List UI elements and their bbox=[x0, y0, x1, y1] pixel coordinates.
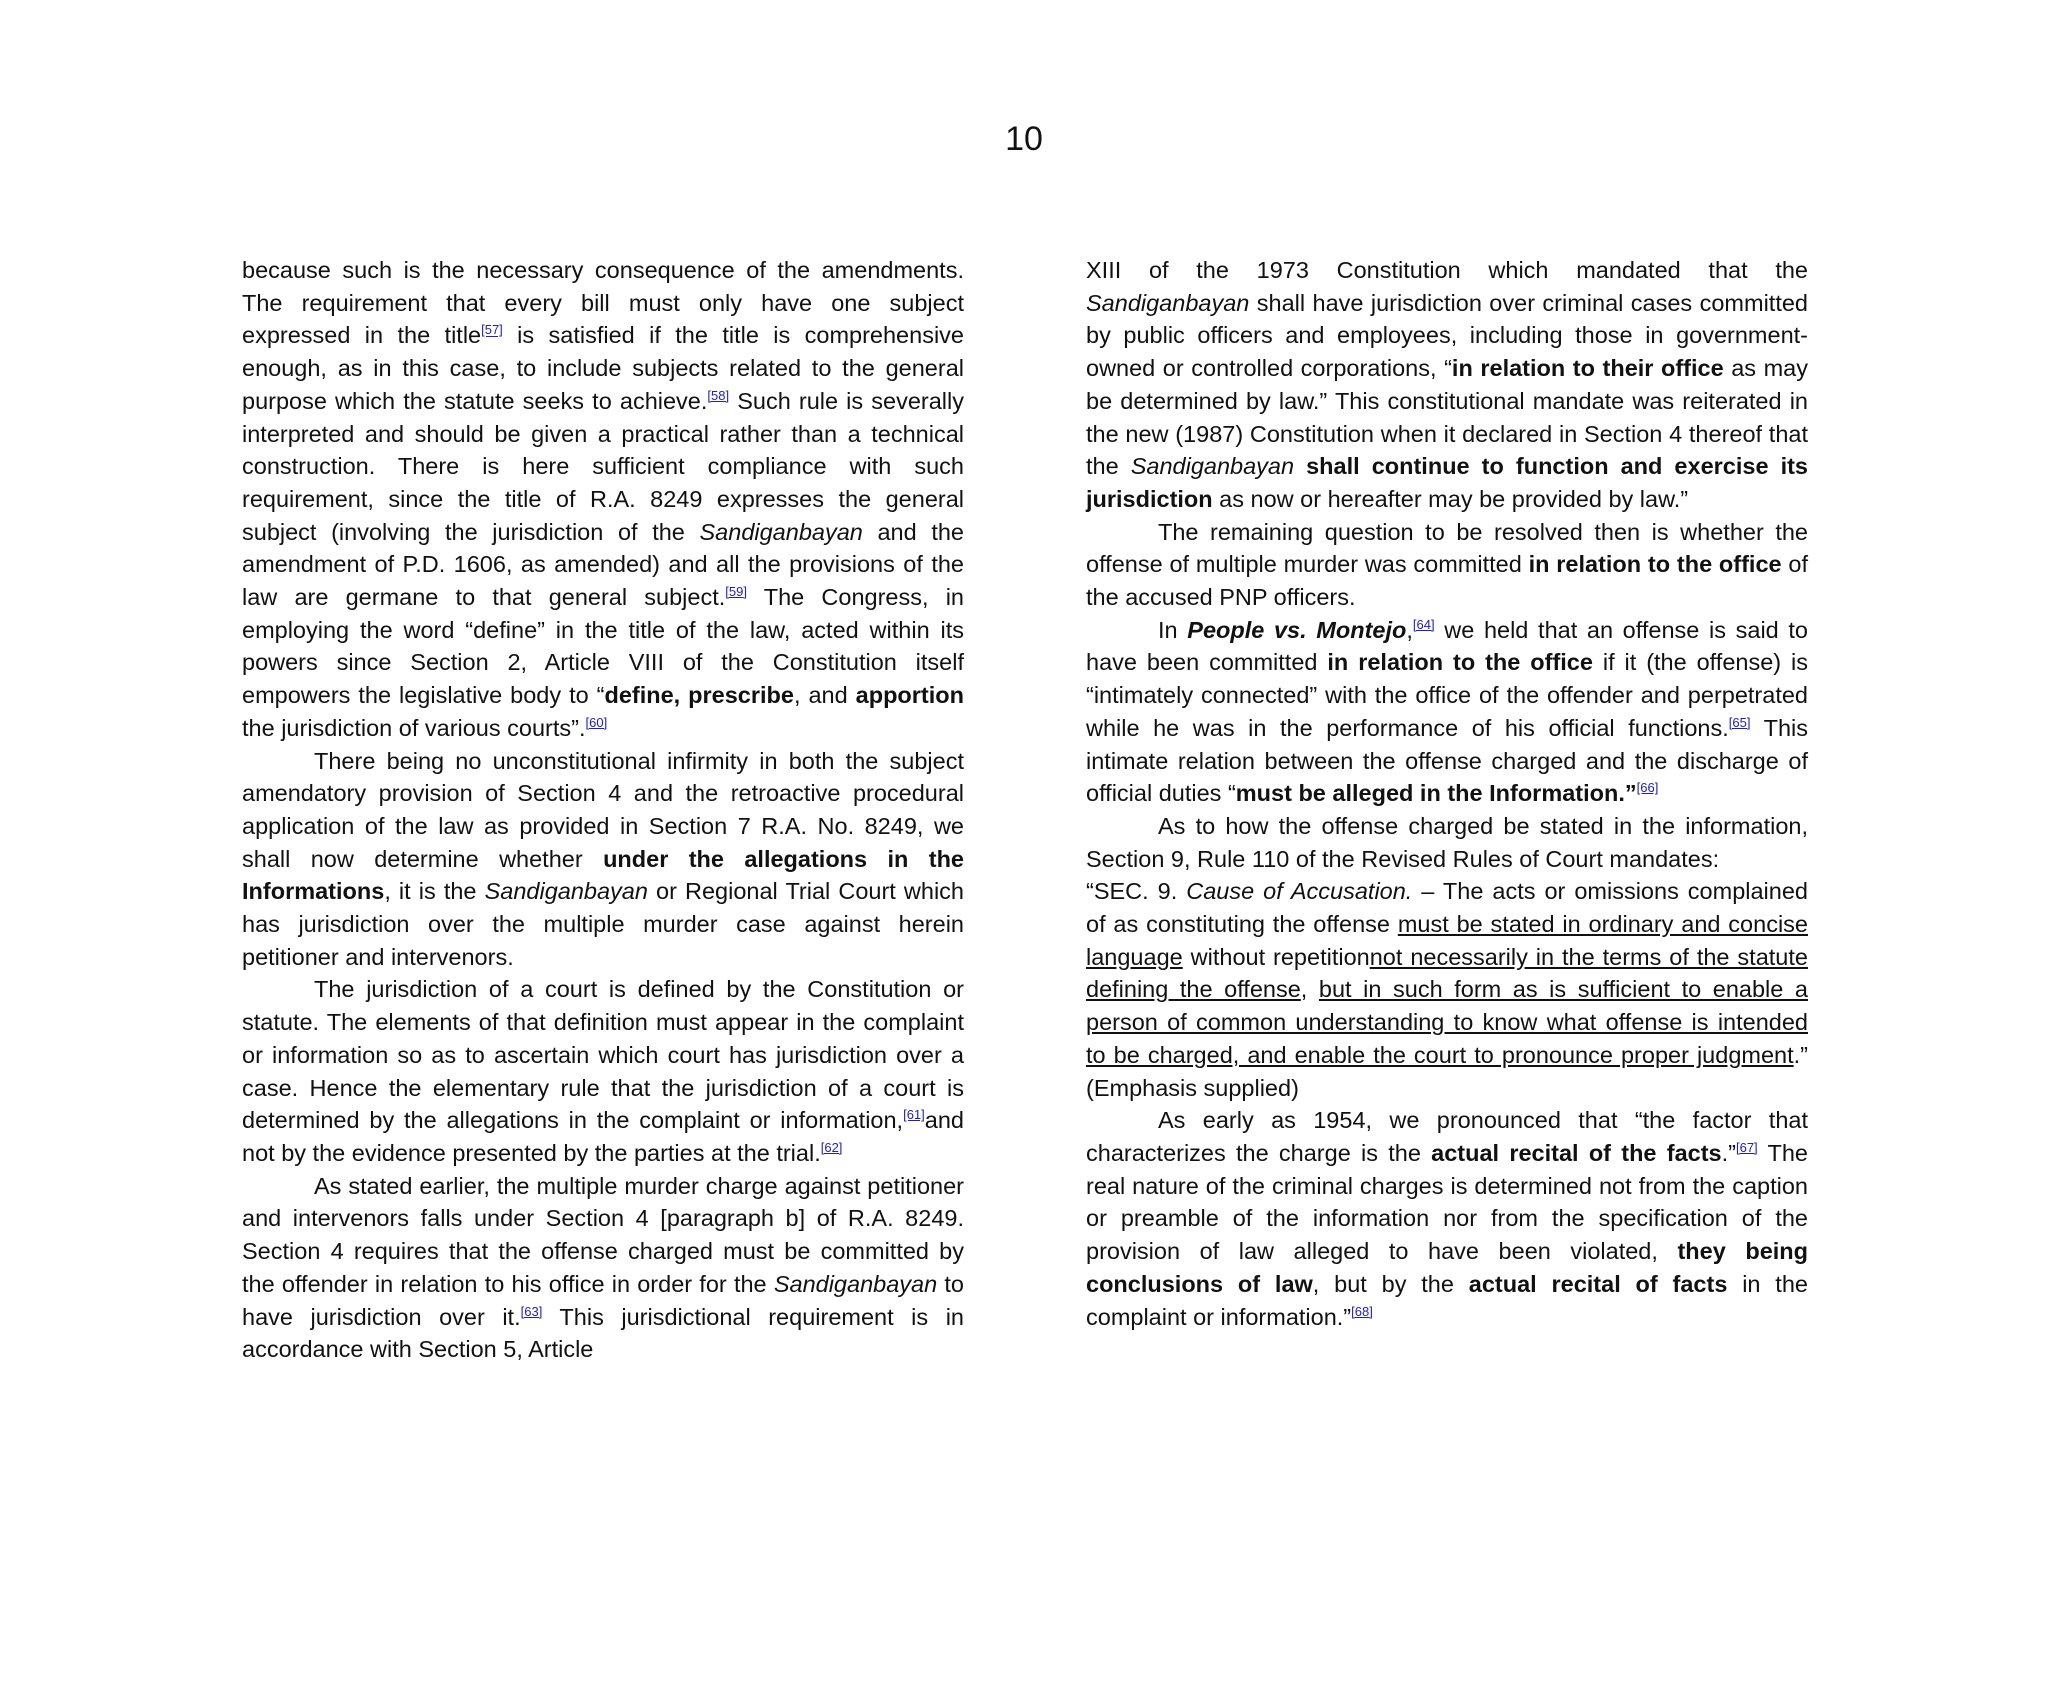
text: The Congress, in employing the word “define” in the title of the law, acted within its powers since Section 2, Article VIII of the Constitution itself empowers the legislative body to “ bbox=[242, 584, 964, 709]
text: of the accused PNP officers. bbox=[1086, 551, 1808, 611]
underlined-text: but in such form as is sufficient to enable a person of common understanding to know what offense is intended to be charged, and enable the court to pronounce proper judgment bbox=[1086, 976, 1808, 1068]
bold-text: apportion bbox=[855, 682, 964, 709]
footnote-link[interactable]: [58] bbox=[707, 387, 730, 403]
italic-text: Sandiganbayan bbox=[1130, 453, 1295, 480]
bold-text: under the allegations in the Informations bbox=[242, 845, 964, 905]
bold-text: actual recital of the facts bbox=[1431, 1139, 1722, 1166]
italic-text: Sandiganbayan bbox=[1086, 289, 1250, 316]
bold-text: in relation to their office bbox=[1451, 355, 1724, 382]
paragraph bbox=[1086, 254, 1808, 516]
italic-text: Sandiganbayan bbox=[484, 878, 648, 905]
bold-text: actual recital of facts bbox=[1468, 1270, 1728, 1297]
footnote-link[interactable]: [65] bbox=[1728, 715, 1751, 731]
text: , but by the bbox=[1312, 1270, 1469, 1297]
text: The jurisdiction of a court is defined by the Constitution or statute. The elements of that definition must appear in the complaint or information so as to ascertain which court has jurisdiction over a case. Hence the elementary rule that the jurisdiction of a court is determined by the allegations in the complaint or information, bbox=[242, 976, 964, 1134]
page-number: 10 bbox=[1005, 120, 1043, 158]
text: As stated earlier, the multiple murder charge against petitioner and intervenors falls under Section 4 [paragraph b] of R.A. 8249. Section 4 requires that the offense charged must be committed by the offender in relation to his office in order for the bbox=[242, 1172, 964, 1297]
bold-text: must be alleged in the Information.” bbox=[1235, 780, 1637, 807]
paragraph bbox=[242, 254, 964, 745]
paragraph bbox=[1086, 614, 1808, 810]
text: In bbox=[1158, 616, 1188, 643]
text: is satisfied if the title is comprehensive enough, as in this case, to include subjects related to the general purpose which the statute seeks to achieve. bbox=[242, 322, 964, 414]
case-name: People vs. Montejo bbox=[1187, 616, 1407, 643]
text: , it is the bbox=[384, 878, 485, 905]
text: to have jurisdiction over it. bbox=[242, 1270, 964, 1330]
text: “SEC. 9. bbox=[1086, 878, 1187, 905]
text: This jurisdictional requirement is in accordance with Section 5, Article bbox=[242, 1303, 964, 1363]
text: in the complaint or information.” bbox=[1086, 1270, 1808, 1330]
footnote-link[interactable]: [63] bbox=[520, 1303, 543, 1319]
footnote-link[interactable]: [60] bbox=[585, 715, 608, 731]
text: if it (the offense) is “intimately connected” with the office of the offender and perpetrated while he was in the performance of his official functions. bbox=[1086, 649, 1808, 741]
left-column bbox=[242, 254, 964, 1366]
text: as now or hereafter may be provided by law.” bbox=[1212, 485, 1689, 512]
quoted-rule bbox=[1086, 875, 1808, 1104]
footnote-link[interactable]: [64] bbox=[1412, 616, 1435, 632]
italic-text: Cause of Accusation. bbox=[1186, 878, 1413, 905]
text: As to how the offense charged be stated in the information, Section 9, Rule 110 of the Revised Rules of Court mandates: bbox=[1086, 812, 1808, 872]
text: we held that an offense is said to have been committed bbox=[1086, 616, 1808, 676]
footnote-link[interactable]: [61] bbox=[903, 1107, 925, 1123]
footnote-link[interactable]: [59] bbox=[725, 584, 747, 600]
bold-text: in relation to the office bbox=[1528, 551, 1782, 578]
bold-text: shall continue to function and exercise its jurisdiction bbox=[1086, 453, 1808, 512]
text: shall have jurisdiction over criminal cases committed by public officers and employees, including those in government-owned or controlled corporations, “ bbox=[1086, 289, 1808, 382]
footnote-link[interactable]: [66] bbox=[1636, 780, 1659, 796]
bold-text: define, prescribe bbox=[604, 682, 794, 709]
paragraph bbox=[1086, 810, 1808, 875]
text: , bbox=[1300, 976, 1319, 1003]
text: This intimate relation between the offense charged and the discharge of official duties “ bbox=[1086, 714, 1808, 807]
paragraph bbox=[242, 1170, 964, 1366]
text: As early as 1954, we pronounced that “the factor that characterizes the charge is the bbox=[1086, 1107, 1808, 1166]
text: as may be determined by law.” This constitutional mandate was reiterated in the new (1987) Constitution when it declared in Section 4 thereof that the bbox=[1086, 355, 1808, 480]
underlined-text: must be stated in ordinary and concise language bbox=[1086, 911, 1808, 970]
text: the jurisdiction of various courts”. bbox=[242, 714, 586, 741]
paragraph bbox=[1086, 516, 1808, 614]
italic-text: Sandiganbayan bbox=[699, 518, 863, 545]
text: , and bbox=[793, 682, 856, 709]
right-column bbox=[1086, 254, 1808, 1333]
text: The real nature of the criminal charges is determined not from the caption or preamble of the information nor from the specification of the provision of law alleged to have been violated, bbox=[1086, 1139, 1808, 1265]
text: and the amendment of P.D. 1606, as amended) and all the provisions of the law are germane to that general subject. bbox=[242, 518, 964, 611]
bold-text: in relation to the office bbox=[1327, 649, 1593, 676]
text bbox=[1294, 453, 1306, 479]
text: There being no unconstitutional infirmity in both the subject amendatory provision of Section 4 and the retroactive procedural application of the law as provided in Section 7 R.A. No. 8249, we shall now determine whether bbox=[242, 747, 964, 872]
text: , bbox=[1406, 616, 1413, 643]
footnote-link[interactable]: [68] bbox=[1351, 1303, 1373, 1319]
paragraph bbox=[1086, 1104, 1808, 1333]
paragraph bbox=[242, 745, 964, 974]
footnote-link[interactable]: [67] bbox=[1735, 1140, 1758, 1156]
underlined-text: not necessarily in the terms of the statute defining the offense bbox=[1086, 943, 1808, 1003]
text: because such is the necessary consequence of the amendments. The requirement that every bill must only have one subject expressed in the title bbox=[242, 257, 964, 349]
bold-text: they being conclusions of law bbox=[1086, 1238, 1809, 1297]
footnote-link[interactable]: [62] bbox=[820, 1140, 843, 1156]
text: XIII of the 1973 Constitution which mandated that the bbox=[1086, 257, 1808, 283]
text: – The acts or omissions complained of as constituting the offense bbox=[1086, 878, 1808, 938]
text: The remaining question to be resolved then is whether the offense of multiple murder was committed bbox=[1086, 518, 1808, 578]
text: .” (Emphasis supplied) bbox=[1086, 1041, 1808, 1101]
italic-text: Sandiganbayan bbox=[773, 1270, 938, 1297]
text: and not by the evidence presented by the parties at the trial. bbox=[242, 1107, 964, 1166]
footnote-link[interactable]: [57] bbox=[481, 322, 503, 338]
text: without repetition bbox=[1182, 943, 1370, 970]
text: .” bbox=[1721, 1139, 1736, 1166]
text: Such rule is severally interpreted and should be given a practical rather than a technical construction. There is here sufficient compliance with such requirement, since the title of R.A. 8249 expresses the general subject (involving the jurisdiction of the bbox=[242, 387, 964, 545]
paragraph bbox=[242, 973, 964, 1169]
text: or Regional Trial Court which has jurisdiction over the multiple murder case against herein petitioner and intervenors. bbox=[242, 878, 964, 970]
